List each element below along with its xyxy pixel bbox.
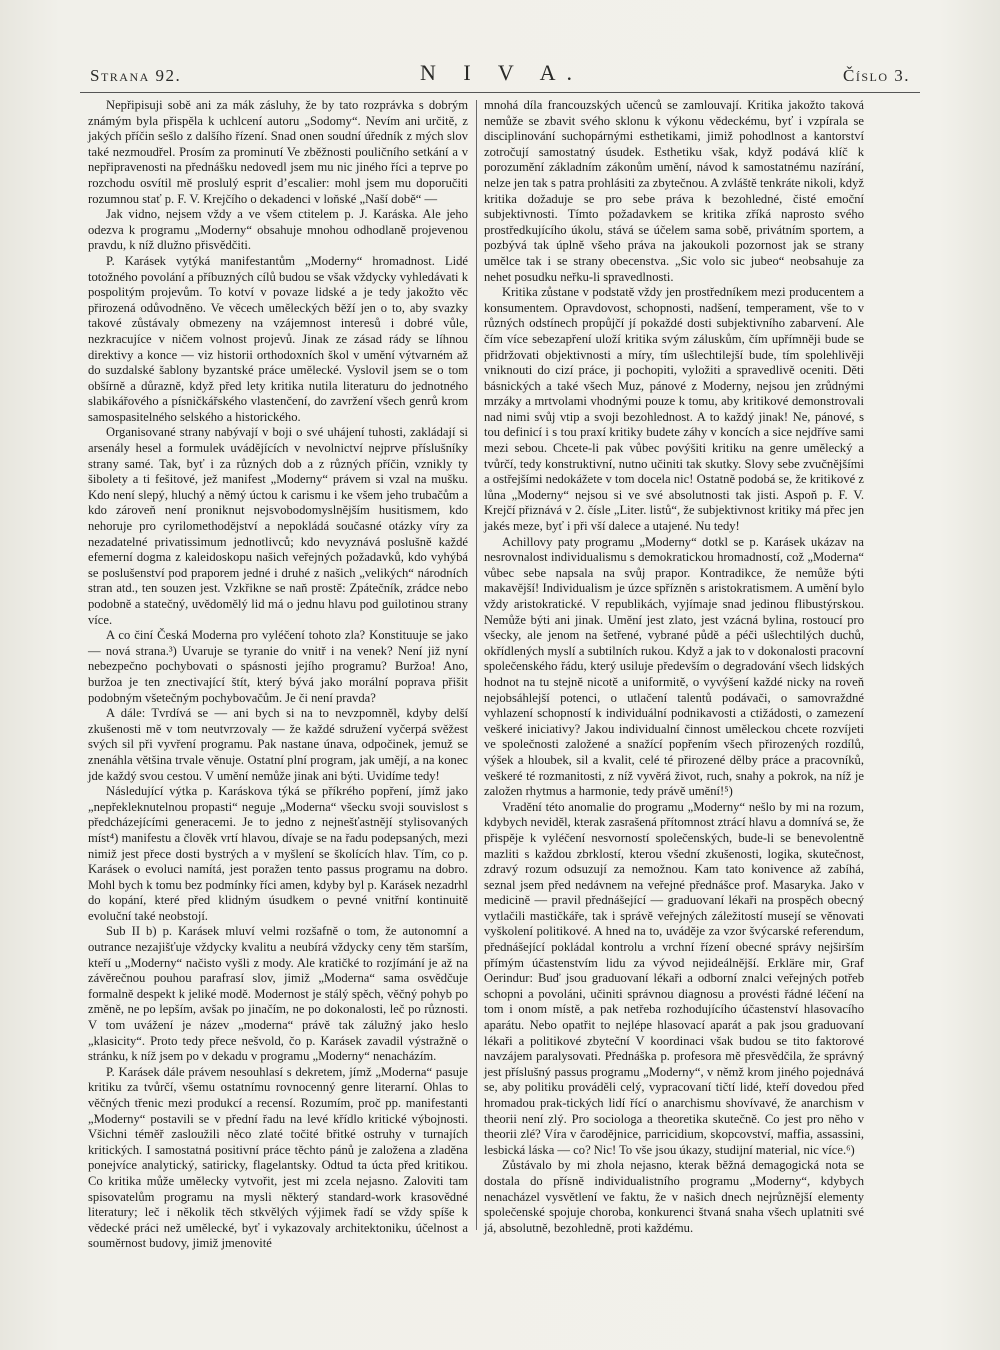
paragraph: Organisované strany nabývají v boji o své uhájení tuhosti, zakládají si arsenály hesel a formulek uvádějících v nevolnictví nejprve příslušníky strany samé. Tak, byť i za různých dob a z různých příčin, vznikly ty šibolety a ti fešitové, jež manifest „Moderny“ právem si vzal na mušku. Kdo není slepý, hluchý a němý úctou k carismu i ke všem jeho trubačům a kdo zároveň není proniknut nejsvobodomyslnějším husitismem, kdo nehoruje pro cyrilomethodějství a nepokládá současné otázky víry za nezadatelné privatissimum jednotlivců; kdo nevyznává poslušně každé efemerní dogma z kaleidoskopu našich veřejných požadavků, kdo vyhýbá se poslušenství pod praporem jedné i druhé z našich „velikých“ národních stran atd., ten souzen jest. Vzkřikne se naň prostě: Zpátečník, zrádce nebo podobně a statečný, uvědomělý lid má o jednu hlavu pod guilotinou strany více.	[88, 425, 468, 627]
paragraph: P. Karásek vytýká manifestantům „Moderny“ hromadnost. Lidé totožného povolání a příbuzných cílů budou se však vždycky vyhledávati k pospolitým projevům. To kotví v povaze lidské a je tedy jakožto věc přirozená odůvodněno. Ve věcech uměleckých běží jen o to, aby svazky takové zůstávaly obmezeny na vzájemnost interesů i dobré vůle, nezkracujíce v ničem volnost projevů. Jinak ze zásad rády se líhnou direktivy a konce — viz historii orthodoxních škol v umění výtvarném až do suzdalské šablony byzantské práce umělecké. Vyslovil jsem se o tom obšírně a důrazně, když před lety kritika nutila literaturu do jednotného slabikářového a písničkářského vlastenčení, do zavržení všech genrů krom samospasitelného selského a historického.	[88, 253, 468, 424]
paragraph: Sub II b) p. Karásek mluví velmi rozšafně o tom, že autonomní a outrance nezajišťuje vždycky kvalitu a neubírá vždycky ceny těm starším, kteří u „Moderny“ načisto vyšli z mody. Ale kratičké to rozjímání je až na závěrečnou pouhou parafrasí slov, jimiž „Moderna“ sama osvědčuje formalně despekt k jeliké modě. Modernost je stálý spěch, věčný pohyb po změně, ne po lepším, avšak po jinačím, ne po dokonalosti, leč po různosti. V tom uvážení je název „moderna“ právě tak zálužný jako heslo „klasicity“. Proto tedy přece nešvold, čo p. Karásek zavadil výstražně o stránku, k níž jsem po v dekadu v programu „Moderny“ nenacházím.	[88, 924, 468, 1064]
left-column	[88, 98, 468, 1251]
paragraph: Následující výtka p. Karáskova týká se příkrého popření, jímž jako „nepřekleknutelnou propasti“ neguje „Moderna“ všecku svoji souvislost s předcházejícími generacemi. Je to jedno z nejnešťastnějí stylisovaných míst⁴) manifestu a člověk vrtí hlavou, dívaje se na řadu podepsaných, mezi nimiž jest přece dosti bystrých a v myšlení se školících hlav. Tím, co p. Karásek o evoluci namítá, jest poražen tento passus programu na dobro. Mohl bych k tomu bez podmínky říci amen, kdyby byl p. Karásek nezadrhl do kopání, které před klidným úsudkem o pevné vnitřní kontinuitě evoluční také neobstojí.	[88, 784, 468, 923]
paragraph: Zůstávalo by mi zhola nejasno, kterak běžná demagogická nota se dostala do přísně individualistního programu „Moderny“, kdybych nenacházel vysvětlení ve faktu, že v našich dnech nejrůznější elementy společenské spojuje choroba, konkurenci štvaná snaha všech uplatniti své já, absolutně, bezohledně, proti každému.	[484, 1158, 864, 1235]
page-number: Strana 92.	[90, 66, 182, 85]
header-rule	[80, 92, 920, 93]
issue-number: Číslo 3.	[842, 66, 910, 85]
paragraph: Achillovy paty programu „Moderny“ dotkl se p. Karásek ukázav na nesrovnalost individualismu s demokratickou hromadností, což „Moderna“ vůbec sebe napsala na svůj prapor. Kontradikce, že nemůže býti makavější! Individualism je úzce spřízněn s aristokratismem. A umění bylo vždy aristokratické. V republikách, vyjímaje snad jedinou flibustýrskou. Nemůže býti ani jinak. Umění jest zlato, jest vzácná bylina, rostoucí pro všecky, ale jenom na šetřené, vybrané půdě a péči ušlechtilých duchů, okřídlených myslí a subtilních rukou. Když a jak to v dokonalosti pracovní společenského řádu, který usiluje především o degradování všech lidských hodnot na tu stejně nicotě a uniformitě, o vyvýšení každé nicky na roveň nejobsáhlejší potenci, o utlačení talentů podávači, o samovraždné vyhlazení schopností k individuální podnikavosti a ctižádosti, o zamezení veškeré iniciativy? Jakou individualní činnost uměleckou chcete rozvíjeti ve společnosti založené a snažící popřením všech přirozených rozdílů, výšek a hloubek, sil a kvalit, celé té přirozené dělby práce a pracovníků, veškeré té rozmanitosti, z níž vyvěrá život, ruch, snahy a pokrok, na níž je založen rhytmus a harmonie, tedy právě umění!⁵)	[484, 534, 864, 799]
paragraph: mnohá díla francouzských učenců se zamlouvají. Kritika jakožto taková nemůže se zbavit svého sklonu k výkonu vědeckému, byť i vzpírala se disciplinování suchopárnými esthetikami, jimiž pohodlnost a kantorství zotročují samostatný úsudek. Esthetiku však, když podává klíč k porozumění základním zákonům umění, návod k samostatnému nazírání, nelze jen tak s patra prohlásiti za zbytečnou. A zvláště tenkráte nikoli, když kritika dožaduje se pro sebe práva k bezohledné, čisté emoční subjektivnosti. Tímto požadavkem se kritika zříká naprosto svého prostředkujícího úkolu, stává se účelem sama sobě, privátním sportem, a pozbývá tak úplně všeho práva na jakoukoli pozornost jak se strany umělce tak i se strany obecenstva. „Sic volo sic jubeo“ neobsahuje za nehet posudku neřku-li spravedlnosti.	[484, 98, 864, 284]
right-column	[484, 98, 864, 1235]
paragraph: Nepřipisuji sobě ani za mák zásluhy, že by tato rozprávka s dobrým známým byla přispěla k uchlcení autoru „Sodomy“. Nevím ani určitě, z jakých příčin sešlo z dalšího řízení. Snad onen soudní úředník z mých slov také nezmoudřel. Prosím za prominutí Ve zběžnosti pouličního setkání a v nepřipravenosti na přednášku nedovedl jsem mu nic jiného říci a teprve po rozchodu osvítil mě proslulý esprit d’escalier: mohl jsem mu doporučiti rozumnou stať p. F. V. Krejčího o dekadenci v loňské „Naší době“ —	[88, 98, 468, 206]
magazine-title: N I V A.	[420, 60, 583, 85]
paragraph: A dále: Tvrdívá se — ani bych si na to nevzpomněl, kdyby delší zkušenosti mě v tom neutvrzovaly — že každé sdružení vyčerpá svěžest svých sil při vyvření programu. Pak nastane únava, odpočinek, jemuž se znenáhla většina trvale věnuje. Ostatní plní program, jak umějí, a na konec jde každý svou cestou. V umění nemůže jinak ani býti. Uvidíme tedy!	[88, 706, 468, 783]
page-header	[90, 60, 910, 90]
paragraph: Vradění této anomalie do programu „Moderny“ nešlo by mi na rozum, kdybych neviděl, kterak zasrašená přítomnost ztrácí hlavu a domnívá se, že přispěje k vyléčení nesvorností společenských, bude-li se benevolentně mazliti s každou zbrklostí, kterou všední zkušenosti, logika, skutečnost, zdravý rozum odsuzují za nemožnou. Kam tato konivence až zabíhá, seznal jsem před nedávnem na veřejné přednášce prof. Masaryka. Jako v medicině — pravil přednášející — graduovaní lékaři na prospěch obecný vytlačili mastičkáře, tak i správě veřejných záležitostí musejí se věnovati vyškolení politikové. A hned na to, uváděje za vzor švýcarské referendum, přednášející pokládal kontrolu a vrchní řízení obecné správy nejširším přímým účastenstvím lidu za vývod nejideálnější. Erkläre mir, Graf Oerindur: Buď jsou graduovaní lékaři a odborní znalci veřejných potřeb schopni a povoláni, učiniti správnou diagnosu a provésti řádné léčení na tom i onom místě, a pak netřeba rozhodujícího účastenství hlasovacího aparátu. Nebo opatřit to nejlépe hlasovací aparát a pak jsou graduovaní lékaři a politikové zbyteční V koordinaci však budou se tito faktorové navzájem paralysovati. Přednáška p. profesora mě přesvědčila, že správný jest příslušný passus programu „Moderny“, v němž krom jiného pojednává se, aby politiku prováděli celý, vypracovaní tičtí lidé, kteří dovedou před hromadou prak-tických lidí řící o anarchismu shovívavé, že anarchism v theorii není zlý. Pro sociologa a theoretika skutečně. Co jest pro něho v theorii zlé? Víra v čarodějnice, parricidium, skopcovství, maffia, assassini, lesbická láska — co? Nic! To vše jsou úkazy, studijní material, nic více.⁶)	[484, 799, 864, 1157]
column-divider	[476, 100, 477, 1230]
paragraph: A co činí Česká Moderna pro vyléčení tohoto zla? Konstituuje se jako — nová strana.³) Uvaruje se tyranie do vnitř i na venek? Není již nyní nebezpečno pochybovati o spásnosti jejího programu? Buržoa! Ano, buržoa je ten znectivající štít, který bývá jako morální poprava přišit podobným všetečným pochybovačům. Je či není pravda?	[88, 628, 468, 705]
paragraph: P. Karásek dále právem nesouhlasí s dekretem, jímž „Moderna“ pasuje kritiku za tvůrčí, všemu ostatnímu rovnocenný genre literarní. Ohlas to věčných třenic mezi produkcí a recensí. Rozumím, proč pp. manifestanti „Moderny“ postavili se v přední řadu na levé křídlo kritické výbojnosti. Všichni téměř zasloužili něco zlaté točité břitké ostruhy v turnajích kritických. I samostatná positivní práce těchto pánů je založena a zladěna ponejvíce analytický, satiricky, flagelantsky. Odtud ta úcta před kritikou. Co kritika může umělecky vytvořit, jest mi zcela nejasno. Zaloviti tam spisovatelům programu na mysli některý standard-work krasovědné literatury; leč i několik těch stkvělých výjimek řadí se vždy spíše k vědecké práci než umělecké, byť i vykazovaly architektoniku, účelnost a souměrnost budovy, jimiž jmenovité	[88, 1064, 468, 1251]
paragraph: Jak vidno, nejsem vždy a ve všem ctitelem p. J. Karáska. Ale jeho odezva k programu „Moderny“ obsahuje mnohou odhodlaně projevenou pravdu, k níž dlužno přisvědčiti.	[88, 207, 468, 253]
paragraph: Kritika zůstane v podstatě vždy jen prostředníkem mezi producentem a konsumentem. Opravdovost, schopnosti, nadšení, temperament, vše to v různých odstínech propůjčí jí pokaždé dosti subjektivního zabarvení. Ale čím více sebezapření uloží kritika svým záluskům, čím upřímněji bude se přidržovati objektivnosti a míry, tím ušlechtilejší bude, tím spolehlivěji vniknouti do cizí práce, ji pochopiti, vyložiti a spravedlivě oceniti. Děti básnických a také všech Muz, pánové z Moderny, nejsou jen zrůdnými mrzáky a mrtvolami vhodnými pouze k tomu, aby kritikové demonstrovali nad nimi svůj vtip a svoji bezohlednost. A to každý jinak! Ne, pánové, s tou definicí i s tou praxí kritiky budete záhy v koncích a sice nejdříve sami mezi sebou. Chcete-li pak vůbec povýšiti kritiku na genre umělecký a tvůrčí, tedy konstruktivní, nutno učiniti tak skutky. Slovy sebe zvučnějšími a ostřejšími nedokážete v tom docela nic! Ostatně podobá se, že kritikové z lůna „Moderny“ nejsou si ve své absolutnosti tak jisti. Aspoň p. F. V. Krejčí přiznává v 2. čísle „Liter. listů“, že subjektivnost kritiky má přec jen jakés meze, byť i při vší dalece a utajené. Nu tedy!	[484, 285, 864, 534]
